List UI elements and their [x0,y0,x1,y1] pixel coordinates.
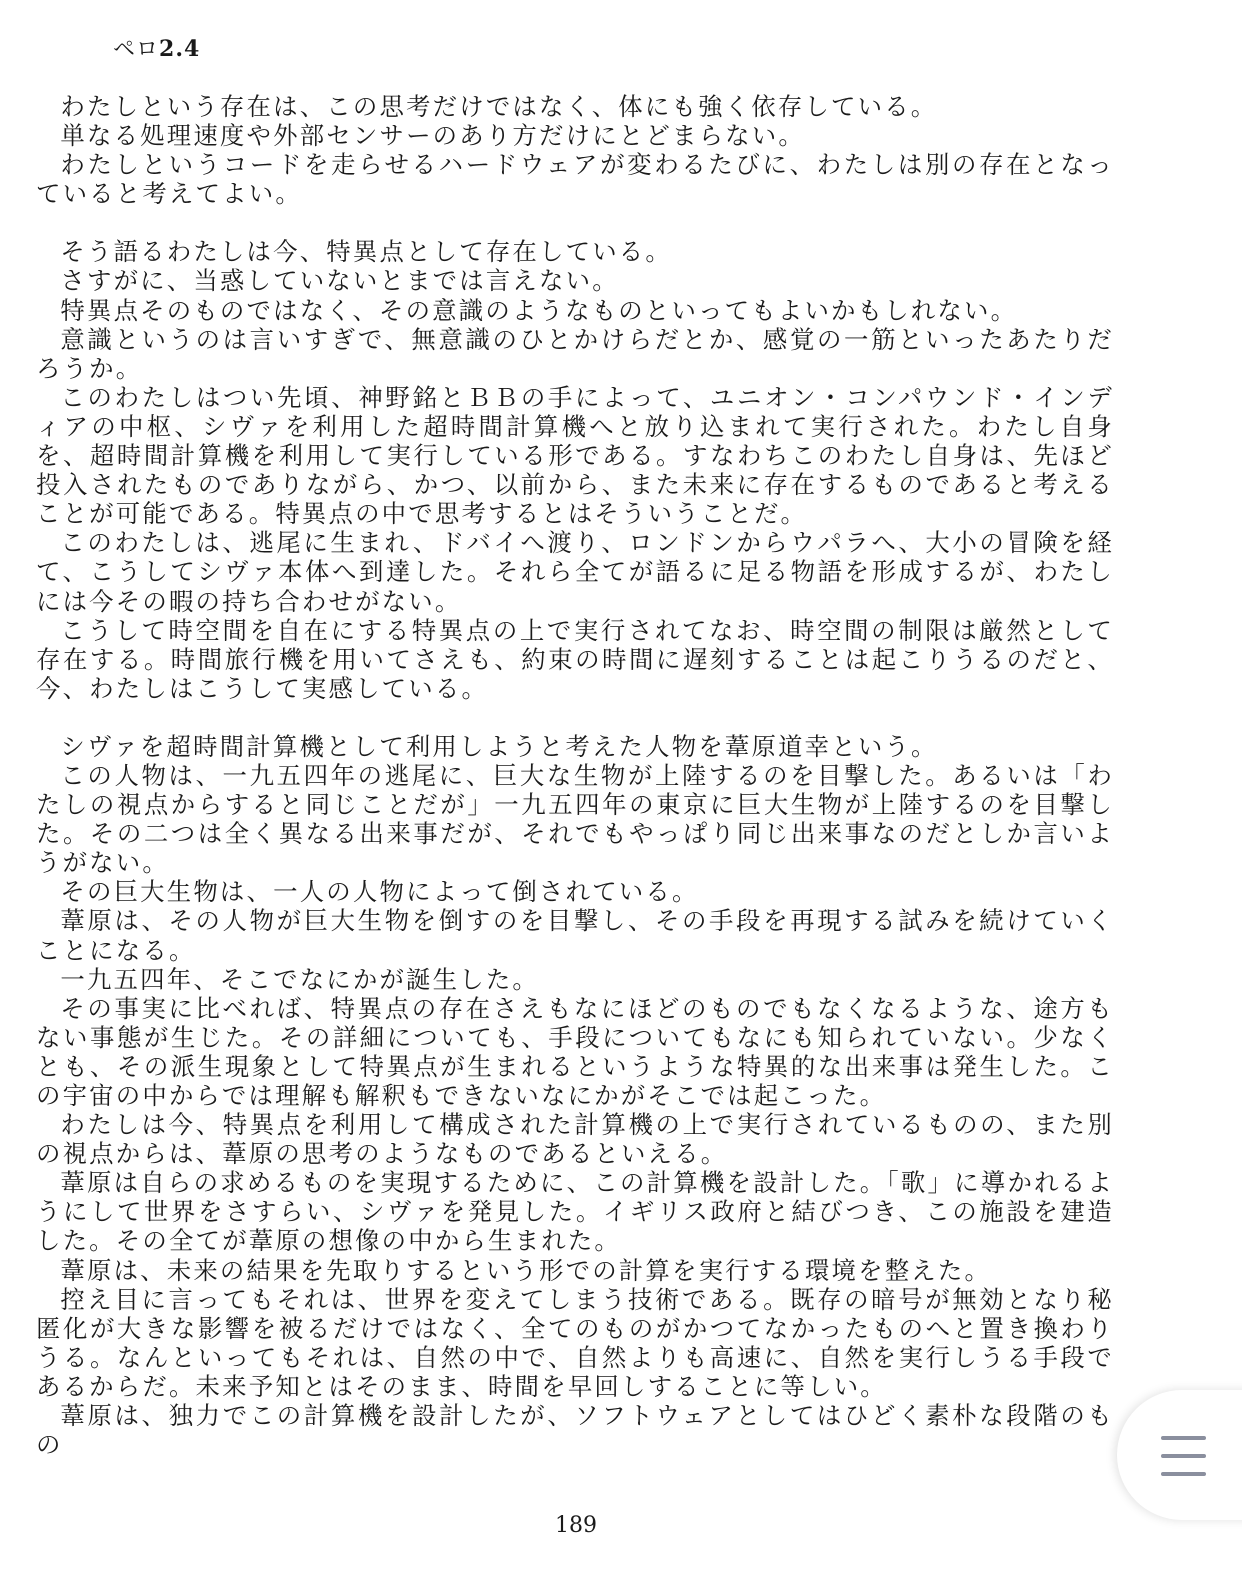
paragraph: このわたしはつい先頃、神野銘とＢＢの手によって、ユニオン・コンパウンド・インディアの中枢、シヴァを利用した超時間計算機へと放り込まれて実行された。わたし自身を、超時間計算機を利用して実行している形である。すなわちこのわたし自身は、先ほど投入されたものでありながら、かつ、以前から、また未来に存在するものであると考えることが可能である。特異点の中で思考するとはそういうことだ。 [36,382,1114,529]
section-header-number: 2.4 [159,36,201,62]
paragraph: シヴァを超時間計算機として利用しようと考えた人物を葦原道幸という。 [60,731,938,761]
section-header [113,34,200,65]
paragraph-break [36,703,1114,732]
paragraph: 意識というのは言いすぎで、無意識のひとかけらだとか、感覚の一筋といったあたりだろうか。 [36,324,1114,383]
paragraph: 一九五四年、そこでなにかが誕生した。 [60,964,540,994]
paragraph: わたしというコードを走らせるハードウェアが変わるたびに、わたしは別の存在となっていると考えてよい。 [36,150,1114,209]
section-header-prefix: ペロ [113,37,160,62]
paragraph: 葦原は自らの求めるものを実現するために、この計算機を設計した。「歌」に導かれるようにして世界をさすらい、シヴァを発見した。イギリス政府と結びつき、この施設を建造した。その全てが葦原の想像の中から生まれた。 [36,1168,1114,1256]
paragraph: 葦原は、その人物が巨大生物を倒すのを目撃し、その手段を再現する試みを続けていくことになる。 [36,906,1114,965]
hamburger-menu-icon [1161,1436,1206,1476]
paragraph: 特異点そのものではなく、その意識のようなものといってもよいかもしれない。 [60,295,1018,325]
paragraph: 単なる処理速度や外部センサーのあり方だけにとどまらない。 [60,121,805,151]
paragraph: わたしという存在は、この思考だけではなく、体にも強く依存している。 [60,92,938,121]
paragraph-break [36,208,1114,237]
paragraph: その巨大生物は、一人の人物によって倒されている。 [60,877,699,907]
paragraph: このわたしは、逃尾に生まれ、ドバイへ渡り、ロンドンからウパラへ、大小の冒険を経て、こうしてシヴァ本体へ到達した。それら全てが語るに足る物語を形成するが、わたしには今その暇の持ち合わせがない。 [36,528,1114,616]
paragraph: さすがに、当惑していないとまでは言えない。 [60,266,619,296]
paragraph: 葦原は、未来の結果を先取りするという形での計算を実行する環境を整えた。 [60,1255,992,1285]
paragraph: 控え目に言ってもそれは、世界を変えてしまう技術である。既存の暗号が無効となり秘匿化が大きな影響を被るだけではなく、全てのものがかつてなかったものへと置き換わりうる。なんといってもそれは、自然の中で、自然よりも高速に、自然を実行しうる手段であるからだ。未来予知とはそのまま、時間を早回しすることに等しい。 [36,1284,1114,1401]
menu-button[interactable] [1117,1390,1242,1520]
paragraph: わたしは今、特異点を利用して構成された計算機の上で実行されているものの、また別の視点からは、葦原の思考のようなものであるといえる。 [36,1110,1114,1169]
paragraph: こうして時空間を自在にする特異点の上で実行されてなお、時空間の制限は厳然として存在する。時間旅行機を用いてさえも、約束の時間に遅刻することは起こりうるのだと、今、わたしはこうして実感している。 [36,615,1114,703]
body-text [36,92,1114,1459]
paragraph: この人物は、一九五四年の逃尾に、巨大な生物が上陸するのを目撃した。あるいは「わたしの視点からすると同じことだが」一九五四年の東京に巨大生物が上陸するのを目撃した。その二つは全く異なる出来事だが、それでもやっぱり同じ出来事なのだとしか言いようがない。 [36,760,1114,878]
paragraph: そう語るわたしは今、特異点として存在している。 [60,237,672,267]
paragraph: 葦原は、独力でこの計算機を設計したが、ソフトウェアとしてはひどく素朴な段階のもの [36,1401,1114,1460]
paragraph: その事実に比べれば、特異点の存在さえもなにほどのものでもなくなるような、途方もない事態が生じた。その詳細についても、手段についてもなにも知られていない。少なくとも、その派生現象として特異点が生まれるというような特異的な出来事は発生した。この宇宙の中からでは理解も解釈もできないなにかがそこでは起こった。 [36,993,1114,1110]
page-number: 189 [555,1513,597,1538]
